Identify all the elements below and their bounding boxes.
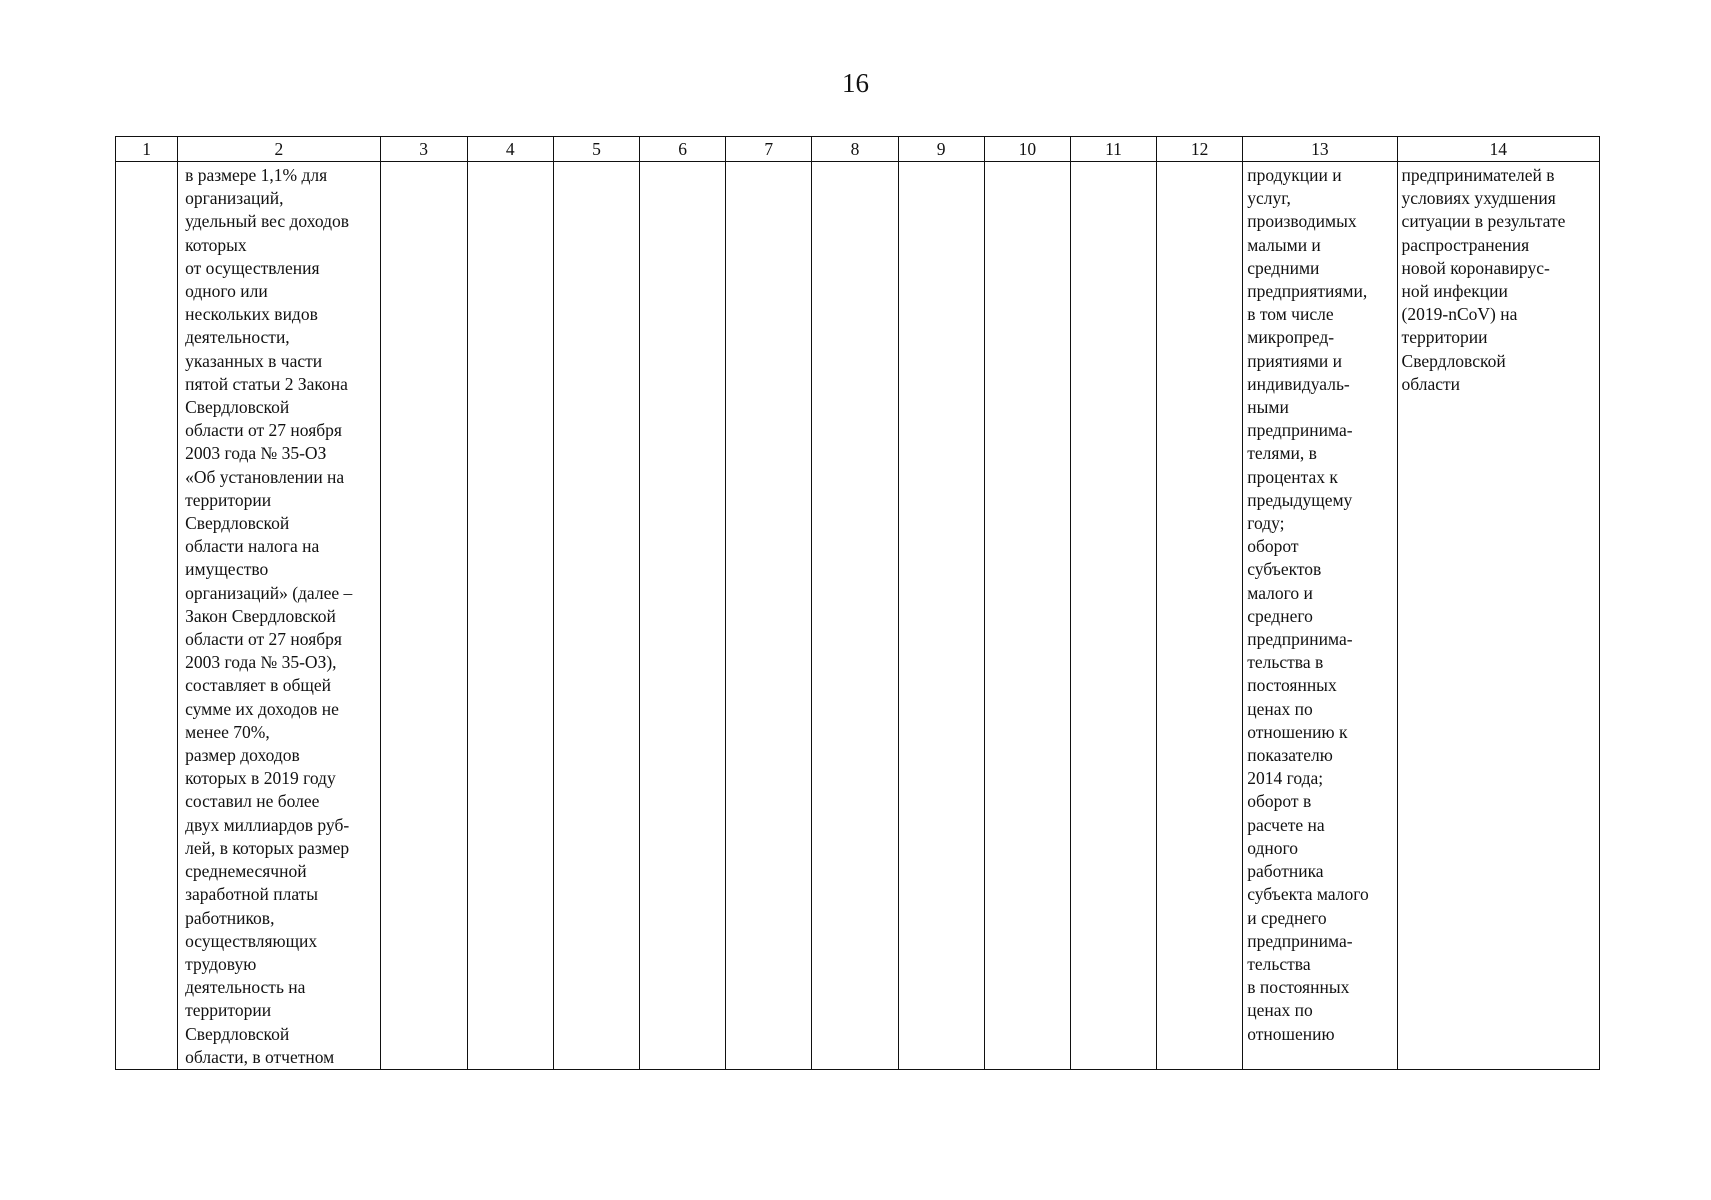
page-number: 16 bbox=[842, 68, 869, 98]
table-row bbox=[116, 162, 1600, 1070]
table-cell bbox=[898, 162, 984, 1070]
table-cell bbox=[812, 162, 898, 1070]
cell-text-col13: продукции и услуг, производимых малыми и средними предприятиями, в том числе микропред- приятиями и индивидуаль- ными предпринима- телями, в процентах к предыдущему году; оборот субъектов малого и среднего предпринима- тельства в постоянных ценах по отношению к показателю 2014 года; оборот в расчете на одного работника субъекта малого и среднего предпринима- тельства в постоянных ценах по отношению bbox=[1247, 165, 1369, 1044]
column-header: 5 bbox=[553, 137, 639, 162]
cell-text-col14: предпринимателей в условиях ухудшения ситуации в результате распространения новой коронавирус- ной инфекции (2019-nCoV) на территории Свердловской области bbox=[1401, 165, 1566, 394]
table-cell bbox=[640, 162, 726, 1070]
column-header: 6 bbox=[640, 137, 726, 162]
column-header: 13 bbox=[1243, 137, 1397, 162]
table-cell bbox=[1070, 162, 1156, 1070]
data-table bbox=[115, 136, 1600, 1070]
table-cell bbox=[467, 162, 553, 1070]
table-header bbox=[116, 137, 1600, 162]
column-header: 7 bbox=[726, 137, 812, 162]
column-header: 14 bbox=[1397, 137, 1599, 162]
table-cell bbox=[178, 162, 380, 1070]
table-cell bbox=[984, 162, 1070, 1070]
cell-text-col2: в размере 1,1% для организаций, удельный вес доходов которых от осуществления одного или нескольких видов деятельности, указанных в части пятой статьи 2 Закона Свердловской области от 27 ноября 2003 года № 35-ОЗ «Об установлении на территории Свердловской области налога на имущество организаций» (далее – Закон Свердловской области от 27 ноября 2003 года № 35-ОЗ), составляет в общей сумме их доходов не менее 70%, размер доходов которых в 2019 году составил не более двух миллиардов руб- лей, в которых размер среднемесячной заработной платы работников, осуществляющих трудовую деятельность на территории Свердловской области, в отчетном bbox=[185, 165, 353, 1067]
column-header: 4 bbox=[467, 137, 553, 162]
column-header: 9 bbox=[898, 137, 984, 162]
column-header: 1 bbox=[116, 137, 178, 162]
table-cell bbox=[116, 162, 178, 1070]
table-cell bbox=[553, 162, 639, 1070]
column-header: 8 bbox=[812, 137, 898, 162]
column-header: 12 bbox=[1157, 137, 1243, 162]
table-cell bbox=[726, 162, 812, 1070]
column-header: 2 bbox=[178, 137, 380, 162]
table-cell bbox=[1243, 162, 1397, 1070]
column-header: 10 bbox=[984, 137, 1070, 162]
table-cell bbox=[380, 162, 467, 1070]
column-header: 3 bbox=[380, 137, 467, 162]
table-cell bbox=[1157, 162, 1243, 1070]
header-row bbox=[116, 137, 1600, 162]
table-cell bbox=[1397, 162, 1599, 1070]
column-header: 11 bbox=[1070, 137, 1156, 162]
